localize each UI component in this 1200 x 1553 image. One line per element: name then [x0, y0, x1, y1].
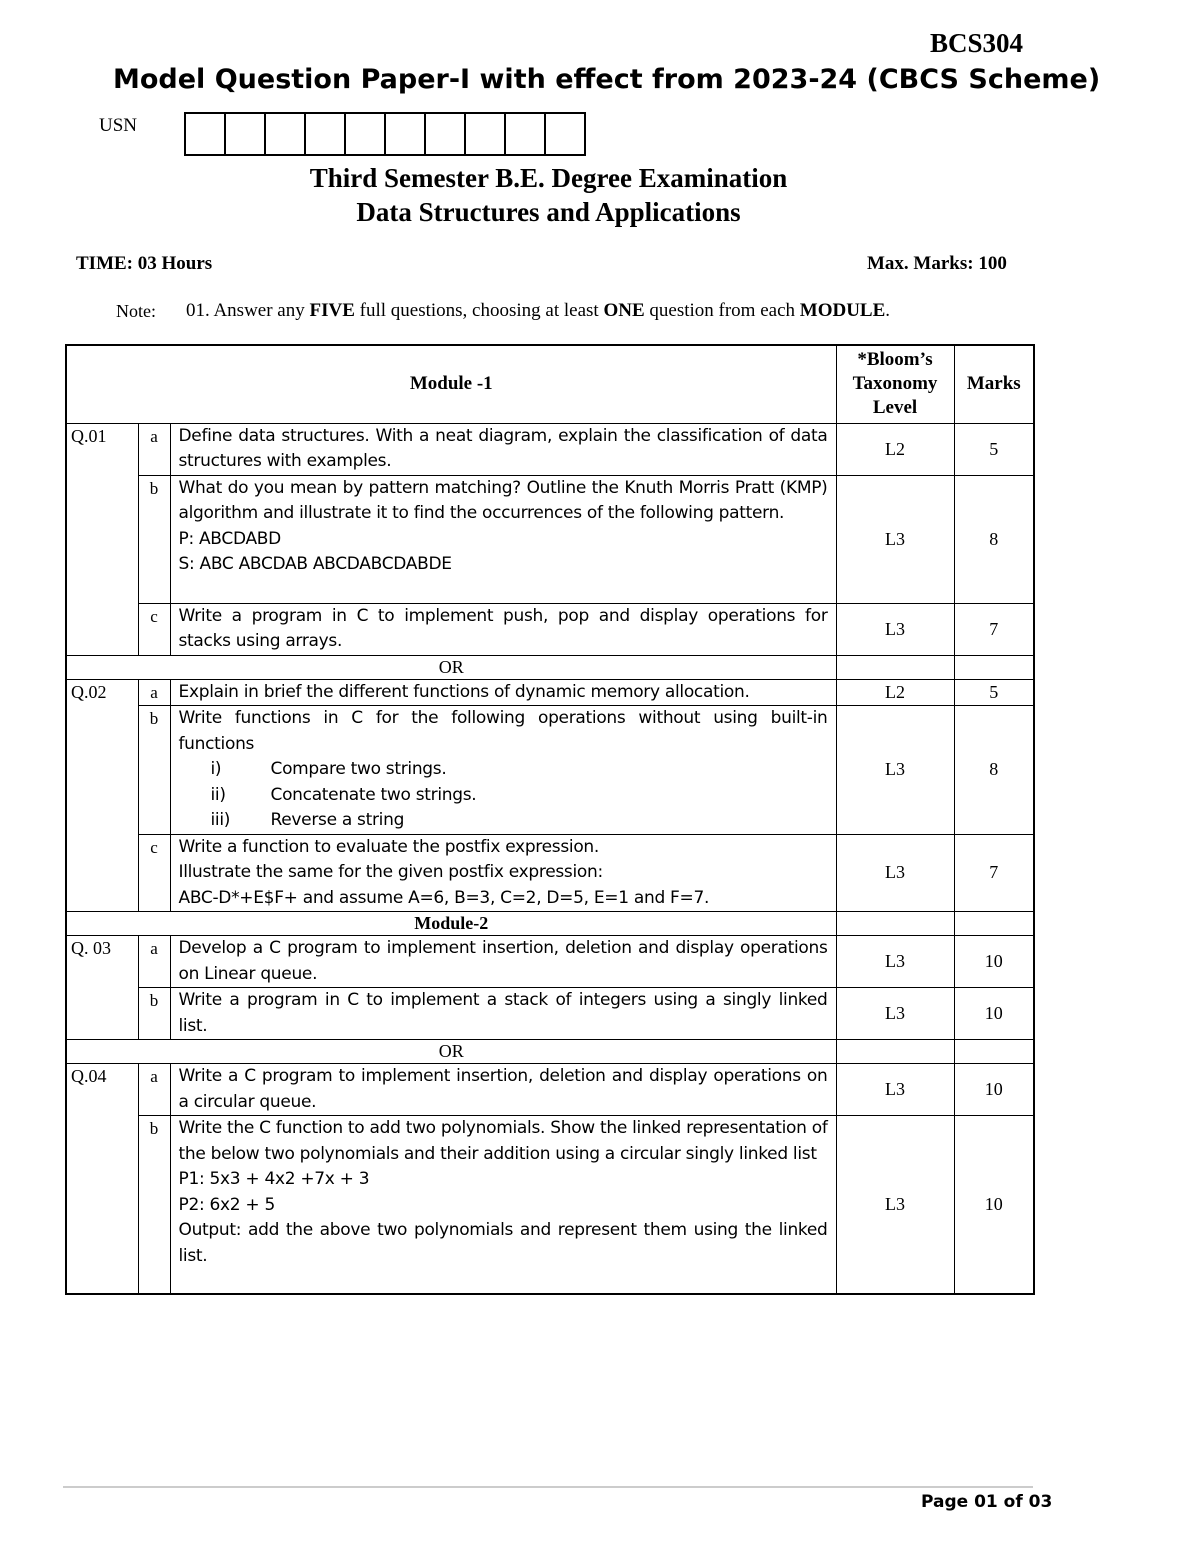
- blooms-level: L3: [836, 706, 954, 835]
- question-text: Write a function to evaluate the postfix expression. Illustrate the same for the given postfix expression: ABC-D*+E$F+ and assume A=6, B=3, C=2, D=5, E=1 and F=7.: [170, 834, 836, 912]
- part-label: a: [138, 679, 170, 706]
- part-label: a: [138, 1064, 170, 1116]
- question-text: Write the C function to add two polynomials. Show the linked representation of the below two polynomials and their addition using a circular singly linked list P1: 5x3 + 4x2 +7x + 3 P2: 6x2 + 5 Output: add the above two polynomials and represent them using the linked list.: [170, 1116, 836, 1294]
- usn-box[interactable]: [266, 112, 306, 156]
- blooms-level: L2: [836, 679, 954, 706]
- part-label: b: [138, 475, 170, 603]
- question-text: Explain in brief the different functions of dynamic memory allocation.: [170, 679, 836, 706]
- question-number: Q.02: [66, 679, 138, 912]
- question-table: [65, 344, 1035, 1295]
- question-number: Q. 03: [66, 936, 138, 1040]
- exam-duration: TIME: 03 Hours: [76, 253, 213, 274]
- list-item: ii) Concatenate two strings.: [210, 784, 477, 805]
- blooms-level-header: *Bloom’s Taxonomy Level: [836, 345, 954, 423]
- marks-value: 7: [954, 603, 1034, 655]
- marks-value: 5: [954, 679, 1034, 706]
- list-item: i) Compare two strings.: [210, 759, 447, 779]
- marks-value: 10: [954, 1116, 1034, 1294]
- part-label: b: [138, 1116, 170, 1294]
- part-label: a: [138, 423, 170, 475]
- blooms-level: L3: [836, 1116, 954, 1294]
- usn-box[interactable]: [546, 112, 586, 156]
- blooms-level: L2: [836, 423, 954, 475]
- marks-value: 10: [954, 1064, 1034, 1116]
- or-divider: OR: [66, 1040, 836, 1064]
- marks-value: 10: [954, 988, 1034, 1040]
- marks-value: 8: [954, 706, 1034, 835]
- part-label: b: [138, 988, 170, 1040]
- part-label: c: [138, 603, 170, 655]
- question-number: Q.04: [66, 1064, 138, 1294]
- part-label: c: [138, 834, 170, 912]
- part-label: a: [138, 936, 170, 988]
- blooms-level: L3: [836, 603, 954, 655]
- blooms-level: L3: [836, 988, 954, 1040]
- note-text: 01. Answer any FIVE full questions, choosing at least ONE question from each MODULE.: [186, 300, 891, 321]
- subject-title: Data Structures and Applications: [356, 197, 741, 227]
- note-label: Note:: [116, 301, 156, 321]
- usn-box[interactable]: [466, 112, 506, 156]
- usn-box[interactable]: [306, 112, 346, 156]
- blooms-level: L3: [836, 475, 954, 603]
- module-2-heading: Module-2: [66, 912, 836, 936]
- question-text: Develop a C program to implement insertion, deletion and display operations on Linear queue.: [170, 936, 836, 988]
- marks-value: 7: [954, 834, 1034, 912]
- usn-box[interactable]: [346, 112, 386, 156]
- marks-value: 10: [954, 936, 1034, 988]
- max-marks: Max. Marks: 100: [867, 253, 1007, 274]
- marks-value: 8: [954, 475, 1034, 603]
- exam-title: Third Semester B.E. Degree Examination: [309, 163, 788, 193]
- usn-box[interactable]: [186, 112, 226, 156]
- marks-header: Marks: [954, 345, 1034, 423]
- page-number: Page 01 of 03: [921, 1492, 1053, 1512]
- footer-divider: [63, 1486, 1033, 1488]
- usn-box[interactable]: [506, 112, 546, 156]
- module-1-heading: Module -1: [66, 345, 836, 423]
- question-number: Q.01: [66, 423, 138, 655]
- subject-code: BCS304: [930, 28, 1024, 58]
- usn-box[interactable]: [226, 112, 266, 156]
- part-label: b: [138, 706, 170, 835]
- blooms-level: L3: [836, 834, 954, 912]
- or-divider: OR: [66, 655, 836, 679]
- blooms-level: L3: [836, 1064, 954, 1116]
- usn-box[interactable]: [386, 112, 426, 156]
- marks-value: 5: [954, 423, 1034, 475]
- list-item: iii) Reverse a string: [210, 810, 405, 830]
- usn-entry-boxes[interactable]: [184, 112, 586, 156]
- usn-label: USN: [99, 115, 138, 136]
- question-text: Write a C program to implement insertion, deletion and display operations on a circular queue.: [170, 1064, 836, 1116]
- paper-title: Model Question Paper-I with effect from 2023-24 (CBCS Scheme): [113, 64, 1101, 95]
- question-text: Write a program in C to implement push, pop and display operations for stacks using arrays.: [170, 603, 836, 655]
- blooms-level: L3: [836, 936, 954, 988]
- question-text: Write functions in C for the following operations without using built-in functions i) Compare two strings. ii) Concatenate two strings. iii) Reverse a string: [170, 706, 836, 835]
- question-text: Write a program in C to implement a stack of integers using a singly linked list.: [170, 988, 836, 1040]
- question-text: What do you mean by pattern matching? Outline the Knuth Morris Pratt (KMP) algorithm and illustrate it to find the occurrences of the following pattern. P: ABCDABD S: ABC ABCDAB ABCDABCDABDE: [170, 475, 836, 603]
- question-text: Define data structures. With a neat diagram, explain the classification of data structures with examples.: [170, 423, 836, 475]
- usn-box[interactable]: [426, 112, 466, 156]
